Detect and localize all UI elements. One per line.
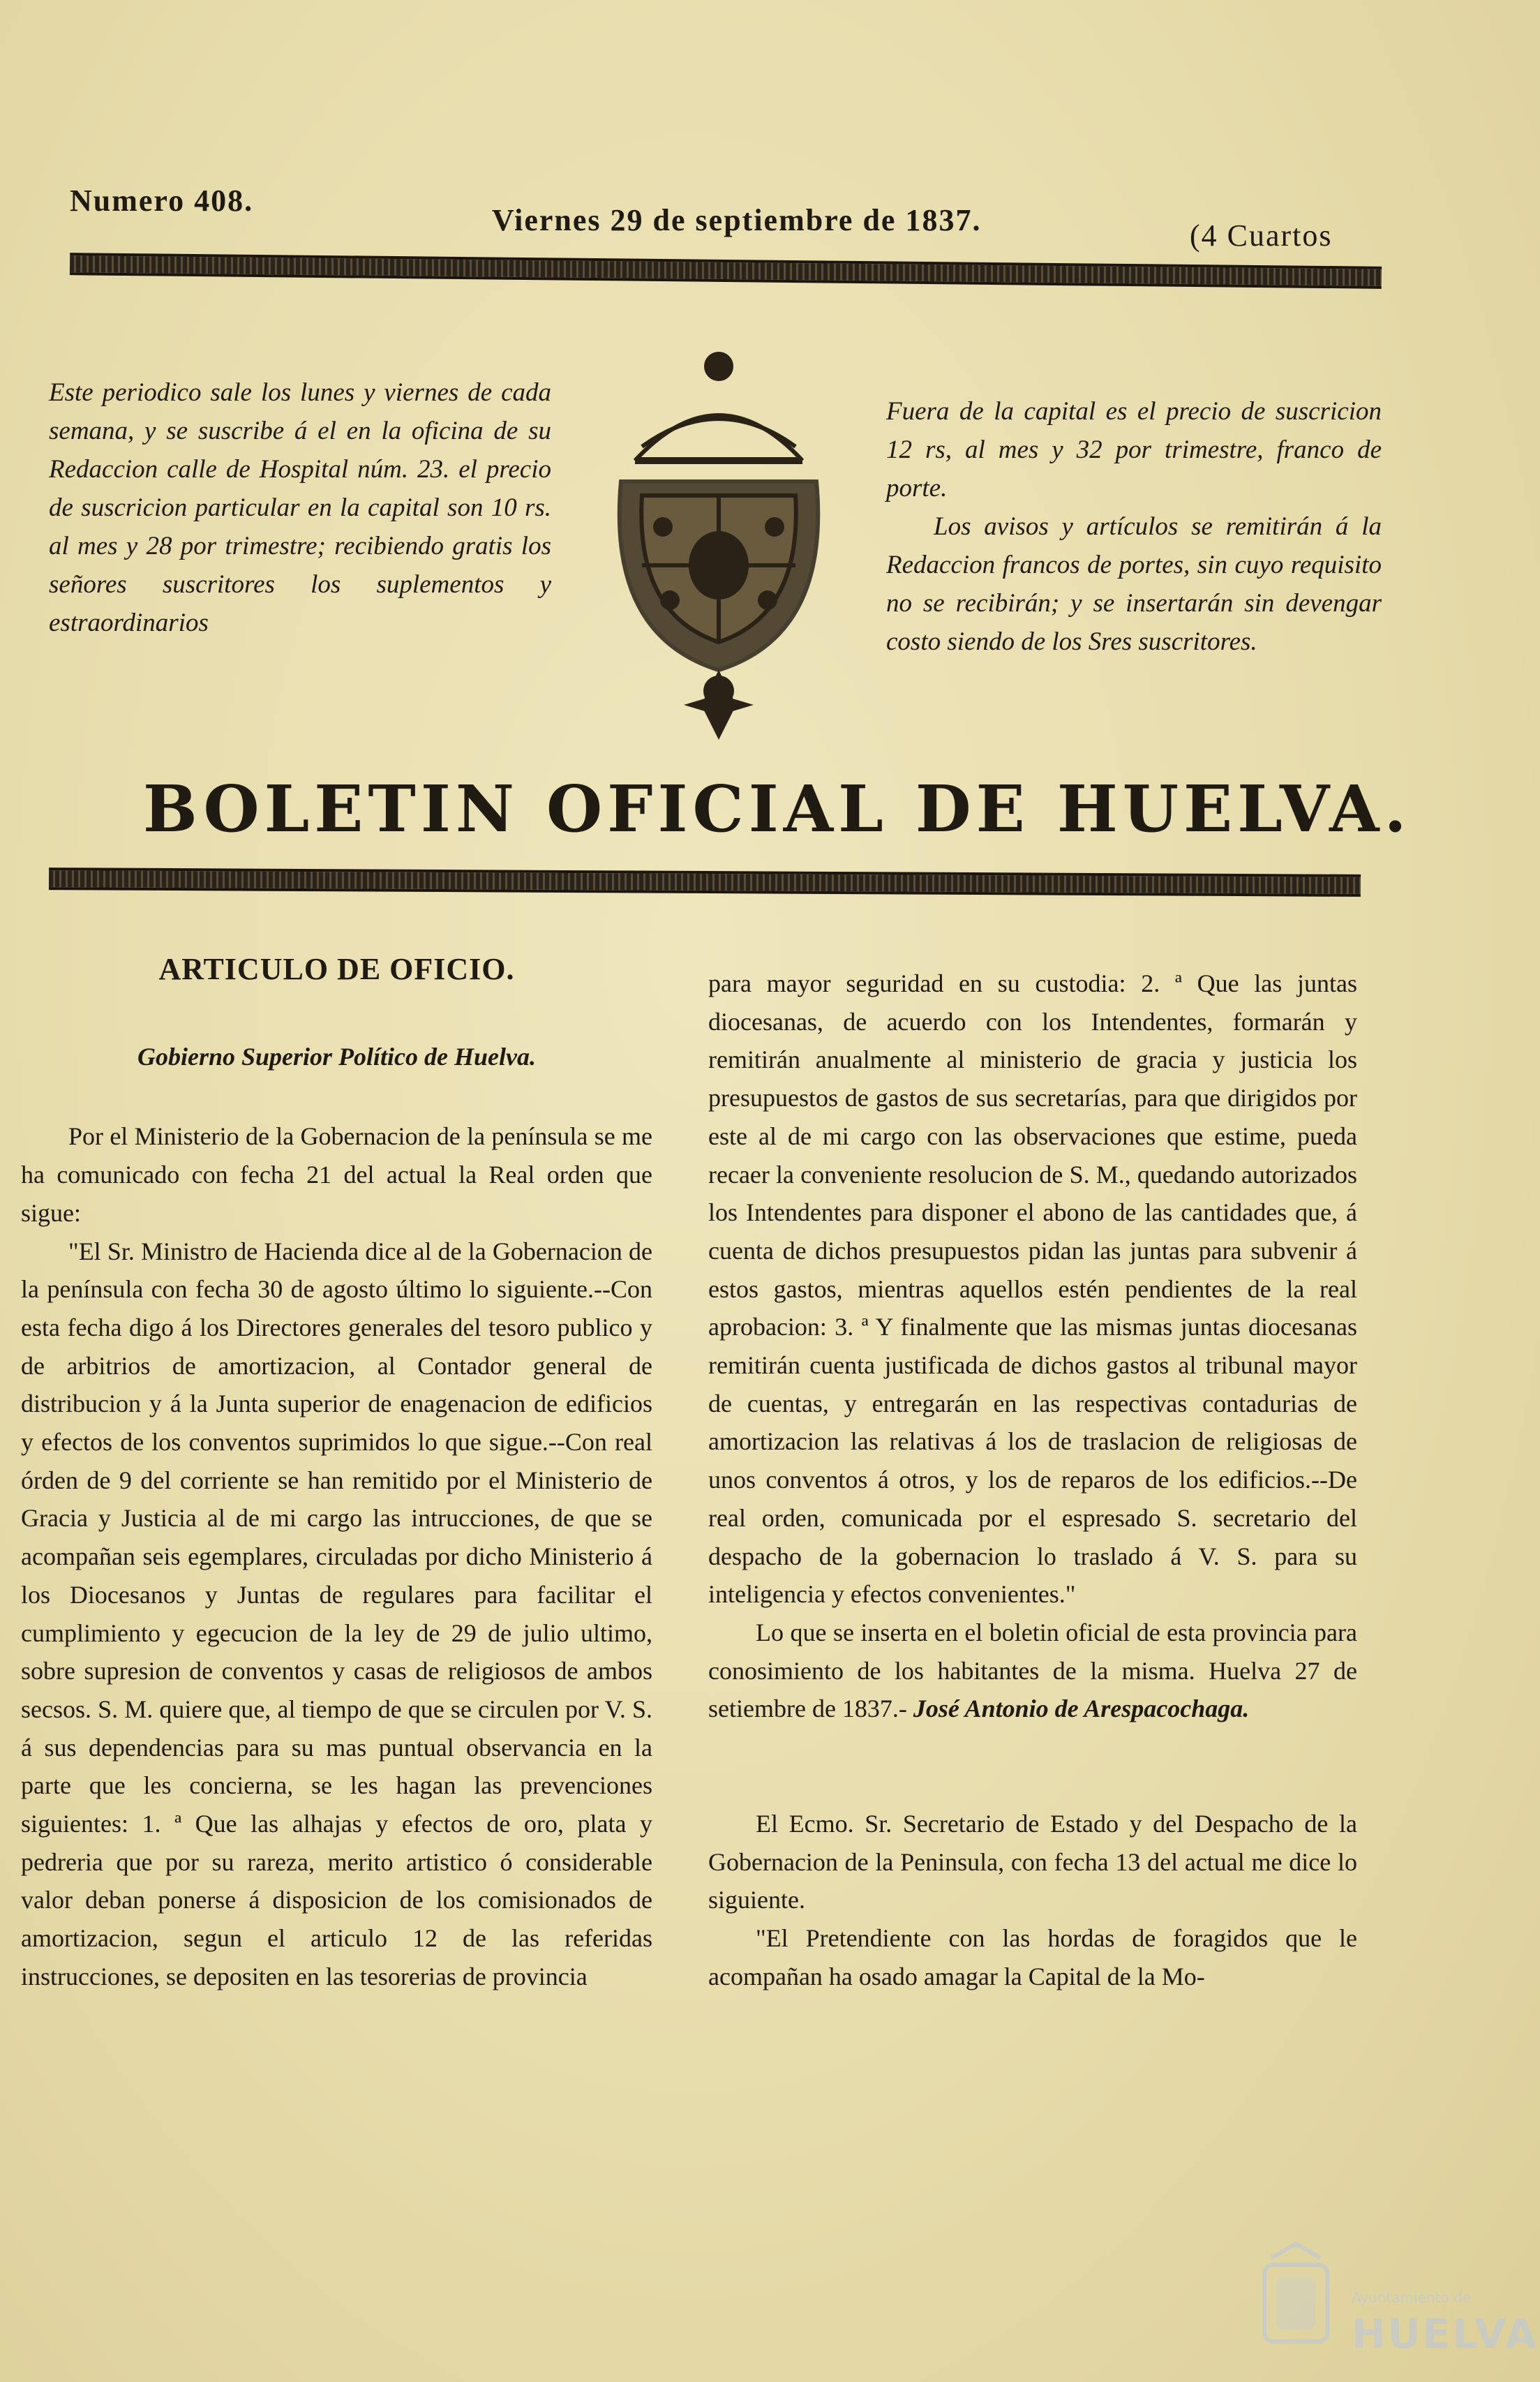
delivery-info — [886, 392, 1382, 661]
article-body-right: para mayor seguridad en su custodia: 2. ª Que las juntas diocesanas, de acuerdo con los Intendentes, formarán y remitirán anualmente al ministerio de gracia y justicia los presupuestos de gastos de sus secretarías, para que dirigidos por este al de mi cargo con las observaciones que estime, pueda recaer la conveniente resolucion de S. M., quedando autorizados los Intendentes para disponer el abono de las cantidades que, á cuenta de dichos presupuestos pidan las juntas para subvenir á estos gastos, mientras aquellos estén pendientes de la real aprobacion: 3. ª Y finalmente que las mismas juntas diocesanas remitirán cuenta justificada de dichos gastos al tribunal mayor de cuentas, y entregarán en las respectivas contadurias de amortizacion las relativas á los de traslacion de religiosas de unos conventos á otros, y los de reparos de los edificios.--De real orden, comunicada por el espresado S. secretario del despacho de la gobernacion lo traslado á V. S. para su inteligencia y efectos convenientes." — [708, 969, 1357, 1609]
article-subheading: Gobierno Superior Político de Huelva. — [137, 1042, 536, 1071]
top-rule — [70, 253, 1382, 289]
second-article-intro: El Ecmo. Sr. Secretario de Estado y del Despacho de la Gobernacion de la Peninsula, con fecha 13 del actual me dice lo siguiente. — [708, 1810, 1357, 1914]
article-heading: ARTICULO DE OFICIO. — [158, 952, 515, 986]
article-body-left: "El Sr. Ministro de Hacienda dice al de la Gobernacion de la península con fecha 30 de agosto último lo siguiente.--Con esta fecha digo á los Directores generales del tesoro publico y de arbitrios de amortizacion, al Contador general de distribucion y á la Junta superior de enagenacion de edificios y efectos de los conventos suprimidos lo que sigue.--Con real órden de 9 del corriente se han remitido por el Ministerio de Gracia y Justicia al de mi cargo las intrucciones, de que se acompañan seis egemplares, circuladas por dicho Ministerio á los Diocesanos y Juntas de regulares para facilitar el cumplimiento y egecucion de la ley de 29 de julio ultimo, sobre supresion de conventos y casas de religiosos de ambos secsos. S. M. quiere que, al tiempo de que se circulen por V. S. á sus dependencias para su mas puntual observancia en la parte que les concierna, se les hagan las prevenciones siguientes: 1. ª Que las alhajas y efectos de oro, plata y pedreria que por su rareza, merito artistico ó considerable valor deban ponerse á disposicion de los comisionados de amortizacion, segun el articulo 12 de las referidas instrucciones, se depositen en las tesorerias de provincia — [21, 1237, 652, 1990]
city-hall-watermark — [1250, 2237, 1539, 2369]
second-article-body: "El Pretendiente con las hordas de foragidos que le acompañan ha osado amagar la Capital de la Mo- — [708, 1924, 1357, 1990]
watermark-caption: Ayuntamiento de — [1352, 2289, 1472, 2306]
right-column — [708, 965, 1357, 1996]
article-closing — [708, 1614, 1357, 1728]
article-intro: Por el Ministerio de la Gobernacion de la península se me ha comunicado con fecha 21 del actual la Real orden que sigue: — [21, 1122, 652, 1227]
masthead-rule — [49, 868, 1361, 897]
issue-number: Numero 408. — [70, 184, 254, 218]
huelva-shield-icon — [1250, 2237, 1341, 2362]
signature: José Antonio de Arespacochaga. — [913, 1695, 1250, 1723]
subscription-info: Este periodico sale los lunes y viernes de cada semana, y se suscribe á el en la oficina de su Redaccion calle de Hospital núm. 23. el precio de suscricion particular en la capital son 10 rs. al mes y 28 por trimestre; recibiendo gratis los señores suscritores los suplementos y estraordinarios — [49, 378, 551, 637]
issue-price: (4 Cuartos — [1190, 218, 1333, 253]
issue-date: Viernes 29 de septiembre de 1837. — [492, 203, 982, 237]
left-column — [21, 951, 652, 1996]
delivery-info-notices: Los avisos y artículos se remitirán á la Redaccion francos de portes, sin cuyo requisito no se recibirán; y se insertarán sin devengar costo siendo de los Sres suscritores. — [886, 512, 1382, 656]
royal-crest-icon — [593, 342, 844, 747]
delivery-info-price: Fuera de la capital es el precio de suscricion 12 rs, al mes y 32 por trimestre, franco de porte. — [886, 397, 1382, 503]
watermark-city: HUELVA — [1352, 2310, 1539, 2358]
masthead-title: BOLETIN OFICIAL DE HUELVA. — [143, 771, 1412, 847]
article-closing-text: Lo que se inserta en el boletin oficial de esta provincia para conosimiento de los habitantes de la misma. Huelva 27 de setiembre de 1837.- — [708, 1618, 1357, 1723]
